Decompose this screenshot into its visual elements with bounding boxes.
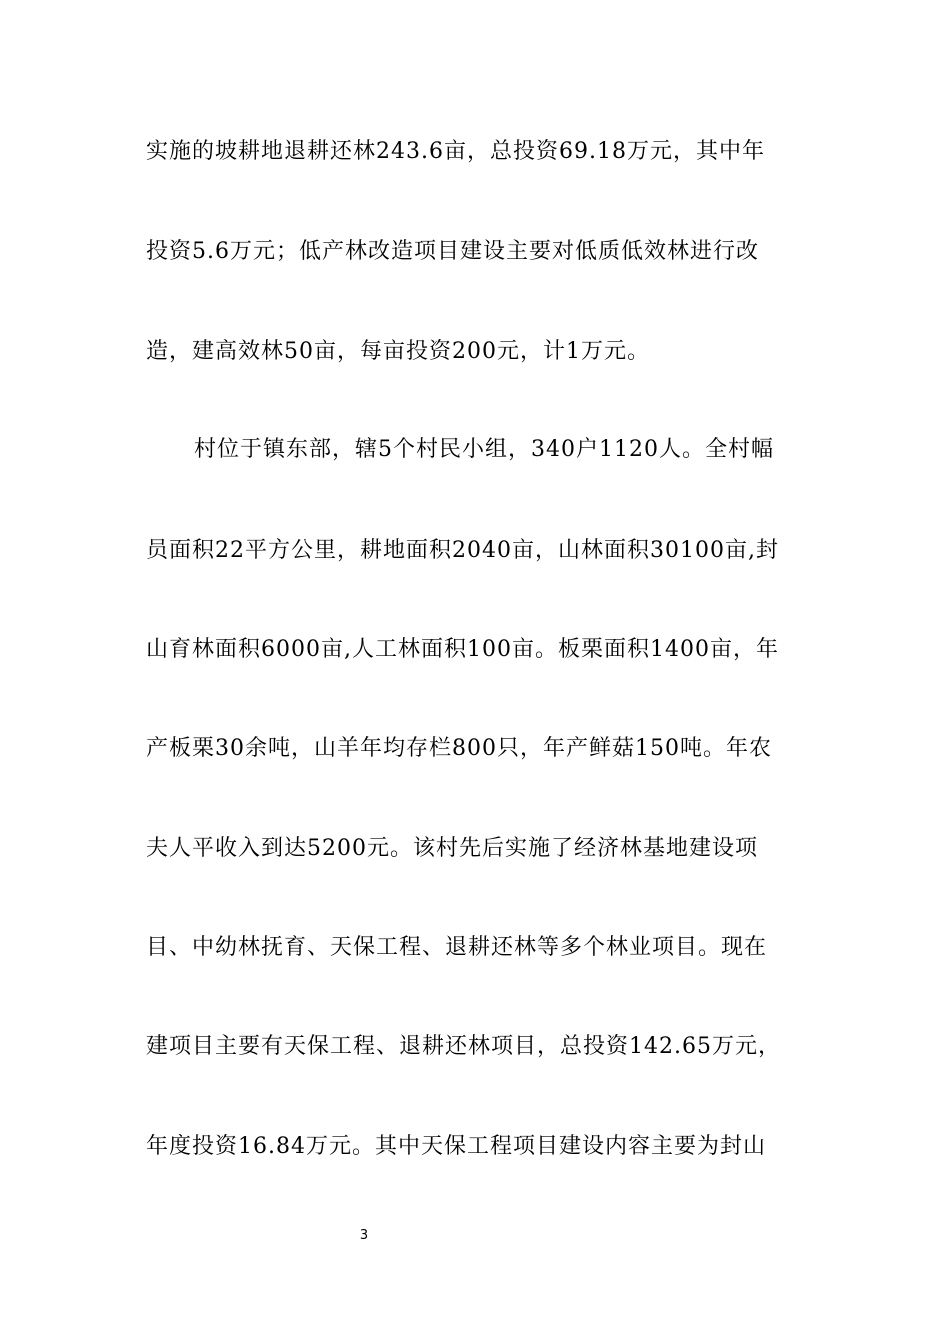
- text-line-11: 年度投资16.84万元。其中天保工程项目建设内容主要为封山: [146, 1134, 766, 1159]
- page-number: 3: [359, 1228, 369, 1243]
- text-line-6: 山育林面积6000亩,人工林面积100亩。板栗面积1400亩，年: [146, 637, 779, 662]
- text-line-9: 目、中幼林抚育、天保工程、退耕还林等多个林业项目。现在: [146, 935, 768, 960]
- text-line-7: 产板栗30余吨，山羊年均存栏800只，年产鲜菇150吨。年农: [146, 736, 772, 761]
- text-line-10: 建项目主要有天保工程、退耕还林项目，总投资142.65万元，: [146, 1034, 781, 1059]
- text-line-5: 员面积22平方公里，耕地面积2040亩，山林面积30100亩,封: [146, 538, 779, 563]
- text-line-4: 村位于镇东部，辖5个村民小组，340户1120人。全村幅: [194, 437, 774, 462]
- text-line-8: 夫人平收入到达5200元。该村先后实施了经济林基地建设项: [146, 836, 758, 861]
- text-line-2: 投资5.6万元；低产林改造项目建设主要对低质低效林进行改: [146, 239, 759, 264]
- text-line-3: 造，建高效林50亩，每亩投资200元，计1万元。: [146, 339, 650, 364]
- text-line-1: 实施的坡耕地退耕还林243.6亩，总投资69.18万元，其中年: [146, 139, 765, 164]
